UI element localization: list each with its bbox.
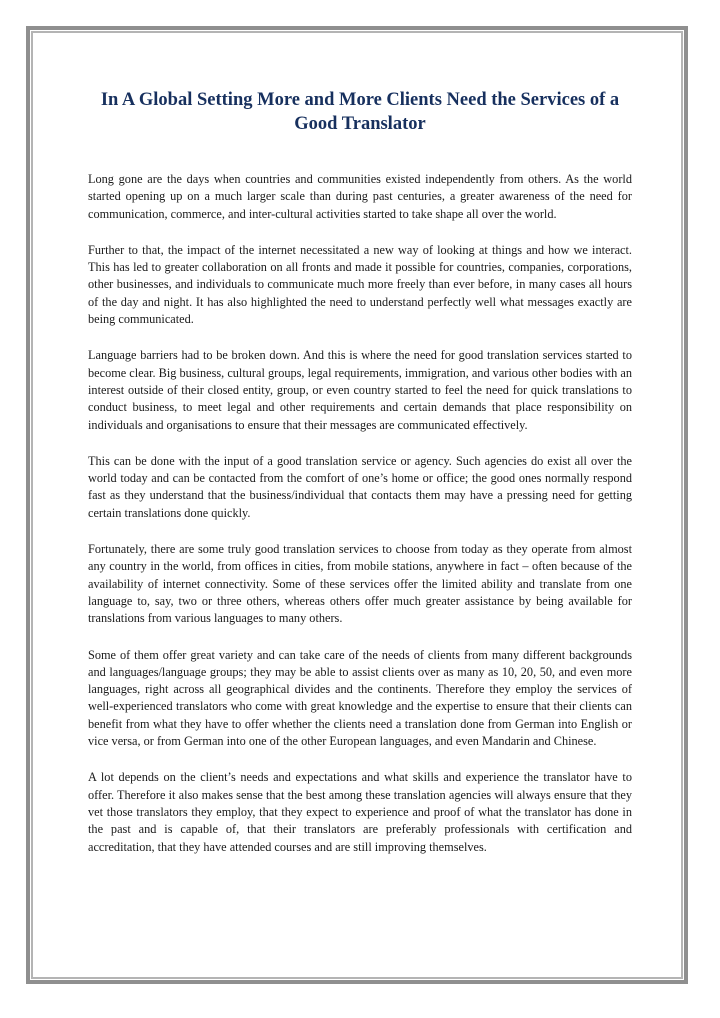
paragraph-6: Some of them offer great variety and can take care of the needs of clients from many different backgrounds and languages/language groups; they may be able to assist clients over as many as 10, 20, 50, and even more languages, right across all geographical divides and the continents. Therefore they employ the services of well-experienced translators who come with great knowledge and the expertise to ensure that their clients can benefit from what they have to offer whether the clients need a translation done from German into English or vice versa, or from German into one of the other European languages, and even Mandarin and Chinese. [88,647,632,749]
paragraph-1: Long gone are the days when countries and communities existed independently from others. As the world started opening up on a much larger scale than during past centuries, a greater awareness of the need for communication, commerce, and inter-cultural activities started to take shape all over the world. [88,172,632,221]
document-title: In A Global Setting More and More Clients Need the Services of a Good Translator [100,90,620,134]
paragraph-2: Further to that, the impact of the internet necessitated a new way of looking at things and how we interact. This has led to greater collaboration on all fronts and made it possible for countries, companies, corporations, other businesses, and individuals to communicate much more freely than ever before, in many cases all hours of the day and night. It has also highlighted the need to understand perfectly well what messages exactly are being communicated. [88,242,632,327]
paragraph-4: This can be done with the input of a good translation service or agency. Such agencies do exist all over the world today and can be contacted from the comfort of one’s home or office; the good ones normally respond fast as they understand that the business/individual that contacts them may have a pressing need for getting certain translations done quickly. [88,453,632,520]
document-page [88,88,632,875]
paragraph-5: Fortunately, there are some truly good translation services to choose from today as they operate from almost any country in the world, from offices in cities, from mobile stations, anywhere in fact – often because of the availability of internet connectivity. Some of these services offer the limited ability and translate from one language to, say, two or three others, whereas others offer much greater assistance by being available for translations from various languages to many others. [88,542,632,626]
paragraph-3: Language barriers had to be broken down. And this is where the need for good translation services started to become clear. Big business, cultural groups, legal requirements, immigration, and various other bodies with an interest outside of their closed entity, group, or even country started to feel the need for quick translations to conduct business, to meet legal and other requirements and certain demands that place responsibility on individuals and organisations to ensure that their messages are communicated effectively. [88,348,633,432]
paragraph-7: A lot depends on the client’s needs and expectations and what skills and experience the translator have to offer. Therefore it also makes sense that the best among these translation agencies will always ensure that they vet those translators they employ, that they expect to experience and proof of what the translator has done in the past and is capable of, that their translators are preferably professionals with certification and accreditation, that they have attended courses and are still improving themselves. [88,770,632,854]
